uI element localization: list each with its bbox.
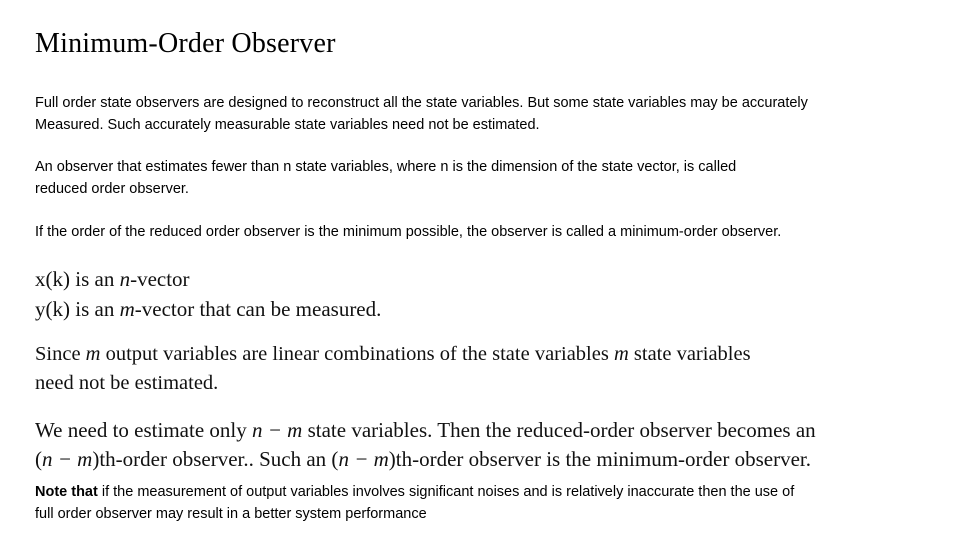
estimate-line-2 (35, 445, 816, 474)
text: ( (35, 447, 42, 471)
vector-definitions (35, 264, 381, 324)
m-symbol: m (119, 297, 135, 321)
text: )th-order observer is the minimum-order observer. (388, 447, 811, 471)
n-minus-m: n − m (252, 418, 303, 442)
paragraph-line: If the order of the reduced order observer is the minimum possible, the observer is called a minimum-order observer. (35, 224, 782, 240)
paragraph-line: reduced order observer. (35, 181, 189, 197)
n-symbol: n (119, 267, 131, 291)
y-vector-line (35, 294, 381, 324)
paragraph-line: full order observer may result in a better system performance (35, 506, 427, 522)
text: is an (70, 267, 120, 291)
x-symbol: x(k) (35, 267, 70, 291)
paragraph-full-order (35, 92, 925, 136)
text: state variables. Then the reduced-order observer becomes an (302, 418, 816, 442)
text: -vector that can be measured. (134, 297, 382, 321)
text: -vector (130, 267, 190, 291)
text: Since (35, 343, 86, 365)
paragraph-line: Full order state observers are designed to reconstruct all the state variables. But some state variables may be accurately (35, 95, 808, 111)
x-vector-line (35, 264, 381, 294)
paragraph-minimum-order (35, 221, 925, 243)
text: )th-order observer.. Such an ( (92, 447, 339, 471)
m-symbol: m (85, 343, 101, 365)
paragraph-line (35, 481, 925, 503)
paragraph-note (35, 481, 925, 525)
estimate-statement (35, 416, 816, 474)
slide-title: Minimum-Order Observer (35, 28, 336, 59)
n-minus-m: n − m (42, 447, 93, 471)
m-symbol: m (613, 343, 629, 365)
since-line-1 (35, 340, 751, 369)
since-line-2: need not be estimated. (35, 372, 219, 394)
n-minus-m: n − m (338, 447, 389, 471)
y-symbol: y(k) (35, 297, 70, 321)
paragraph-line: An observer that estimates fewer than n state variables, where n is the dimension of the state vector, is called (35, 159, 737, 175)
text: output variables are linear combinations of the state variables (100, 343, 614, 365)
text: We need to estimate only (35, 418, 252, 442)
since-statement (35, 340, 751, 398)
text: is an (70, 297, 120, 321)
text: if the measurement of output variables involves significant noises and is relatively inaccurate then the use of (97, 484, 795, 500)
paragraph-reduced-order (35, 156, 925, 200)
paragraph-line: Measured. Such accurately measurable state variables need not be estimated. (35, 117, 540, 133)
text: state variables (628, 343, 751, 365)
estimate-line-1 (35, 416, 816, 445)
note-label: Note that (35, 484, 98, 500)
